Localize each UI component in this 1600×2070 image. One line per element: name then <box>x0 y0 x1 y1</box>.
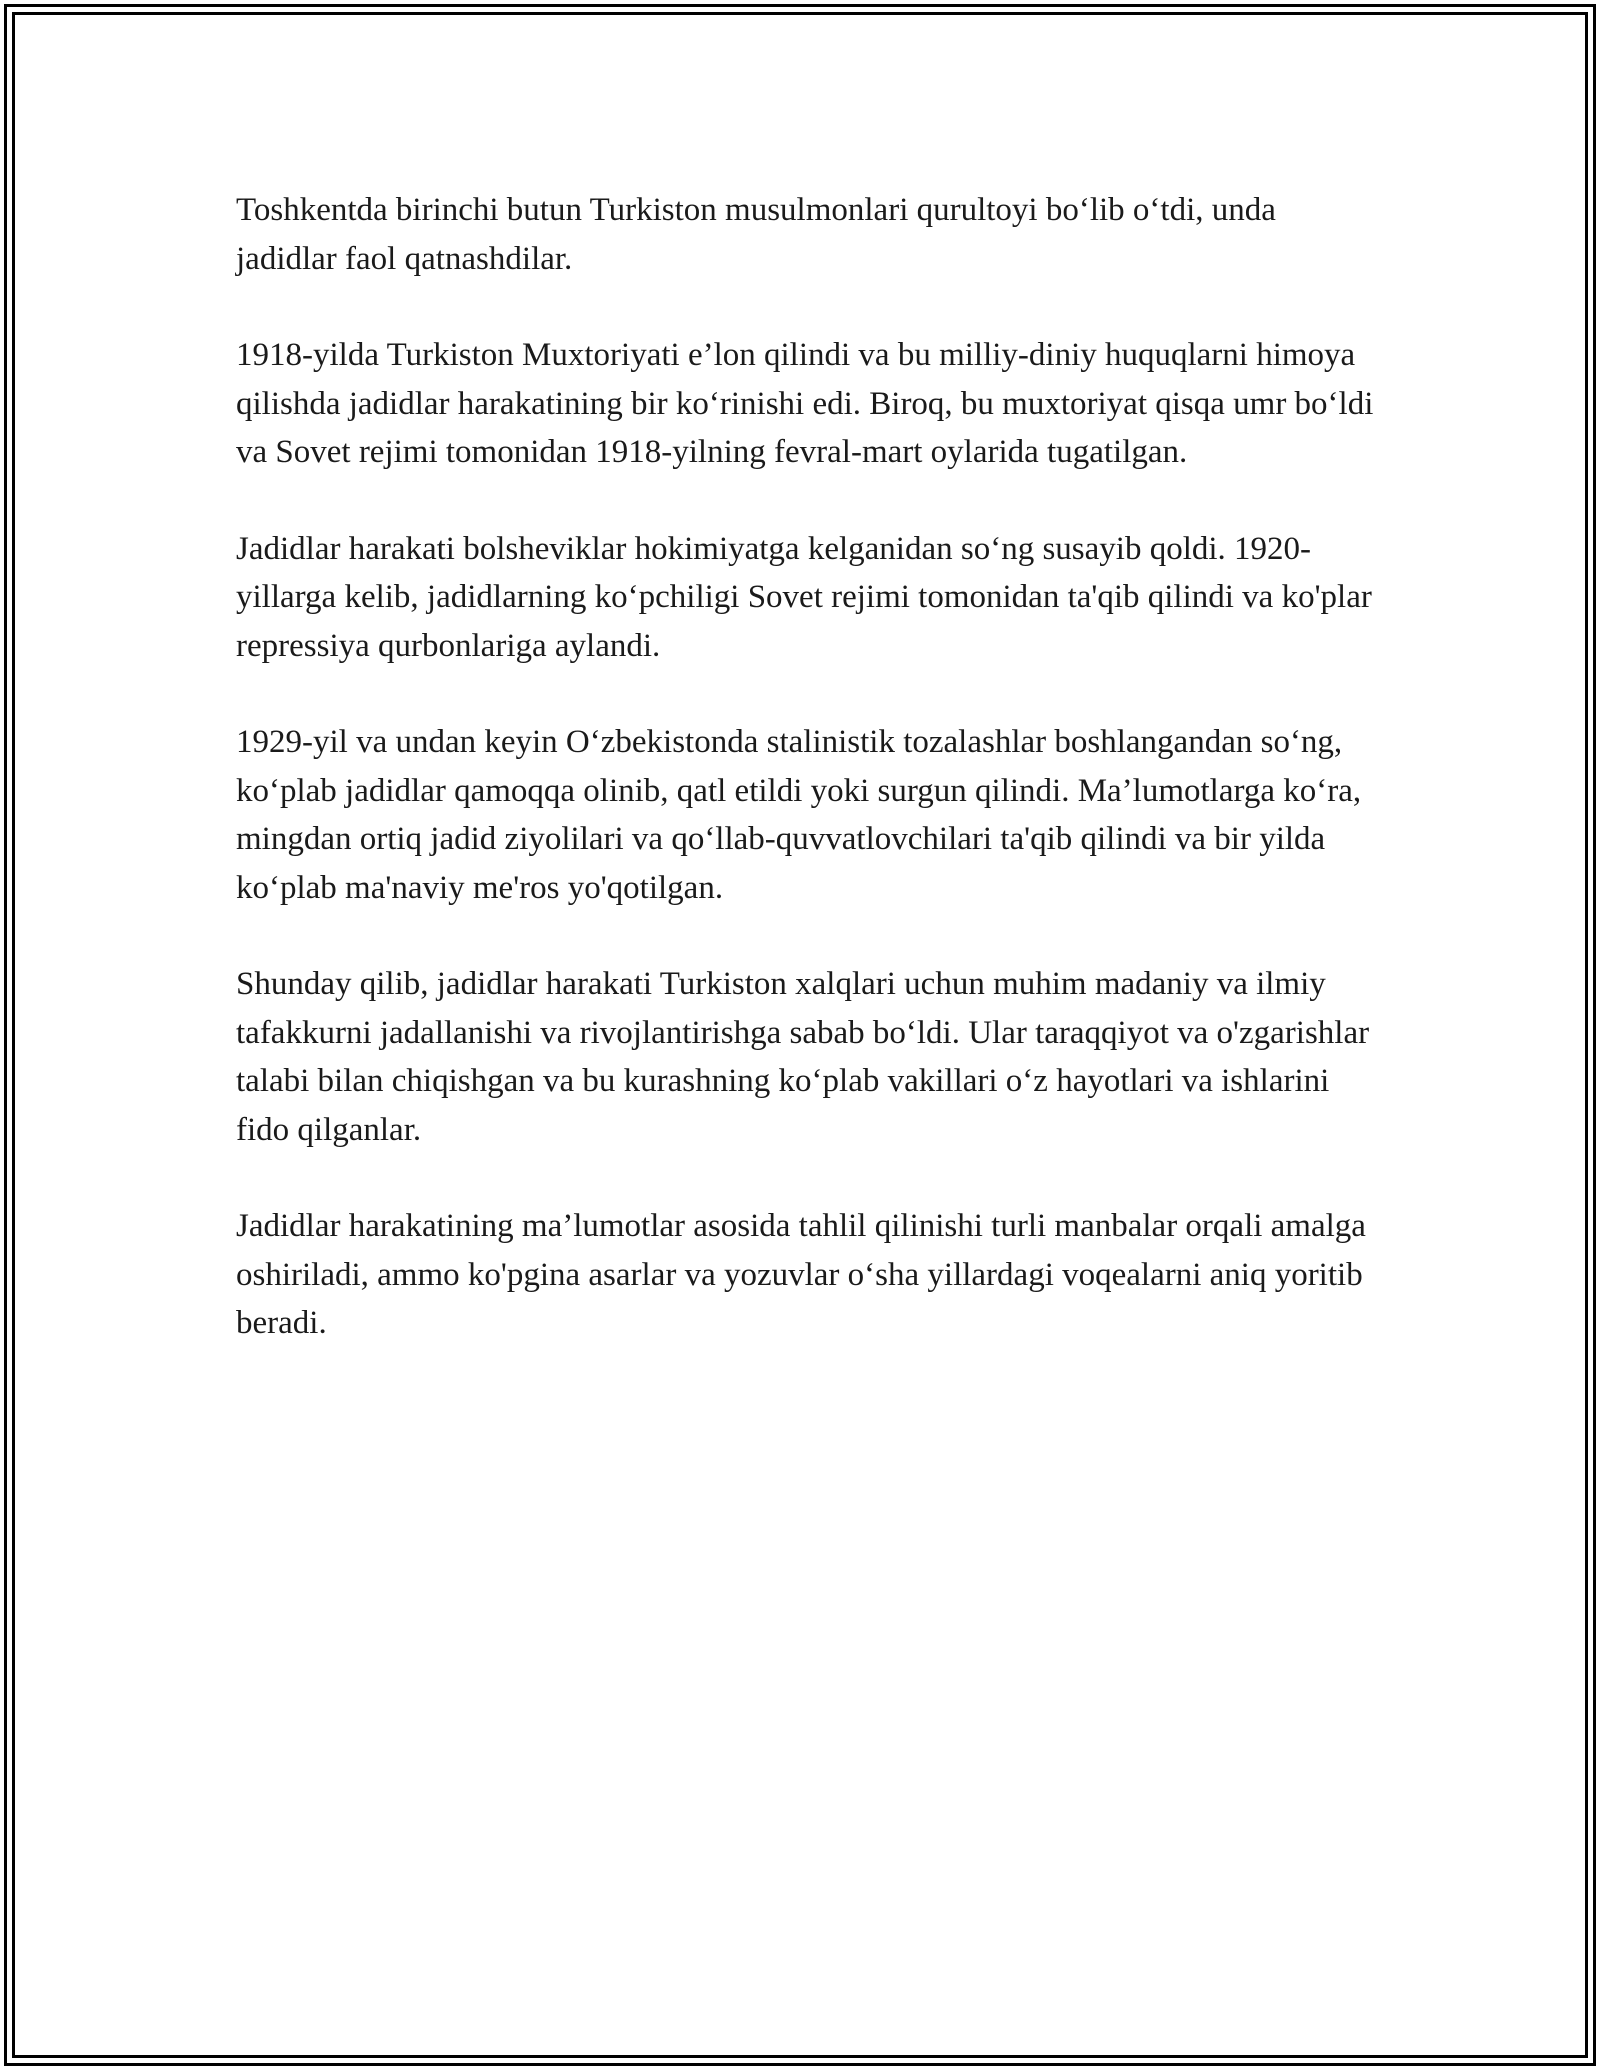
paragraph-3: Jadidlar harakati bolsheviklar hokimiyatga kelganidan so‘ng susayib qoldi. 1920-yillarga kelib, jadidlarning ko‘pchiligi Sovet rejimi tomonidan ta'qib qilindi va ko'plar repressiya qurbonlariga aylandi. <box>236 530 1372 664</box>
paragraph-2: 1918-yilda Turkiston Muxtoriyati e’lon qilindi va bu milliy-diniy huquqlarni himoya qilishda jadidlar harakatining bir ko‘rinishi edi. Biroq, bu muxtoriyat qisqa umr bo‘ldi va Sovet rejimi tomonidan 1918-yilning fevral-mart oylarida tugatilgan. <box>236 337 1374 470</box>
paragraph-6: Jadidlar harakatining ma’lumotlar asosida tahlil qilinishi turli manbalar orqali amalga oshiriladi, ammo ko'pgina asarlar va yozuvlar o‘sha yillardagi voqealarni aniq yoritib beradi. <box>236 1208 1366 1341</box>
paragraph-4: 1929-yil va undan keyin O‘zbekistonda stalinistik tozalashlar boshlangandan so‘ng, ko‘plab jadidlar qamoqqa olinib, qatl etildi yoki surgun qilindi. Ma’lumotlarga ko‘ra, mingdan ortiq jadid ziyolilari va qo‘llab-quvvatlovchilari ta'qib qilindi va bir yilda ko‘plab ma'naviy me'ros yo'qotilgan. <box>236 724 1362 906</box>
paragraph-1: Toshkentda birinchi butun Turkiston musulmonlari qurultoyi bo‘lib o‘tdi, unda jadidlar faol qatnashdilar. <box>236 192 1276 277</box>
document-body <box>236 186 1376 1396</box>
paragraph-5: Shunday qilib, jadidlar harakati Turkiston xalqlari uchun muhim madaniy va ilmiy tafakkurni jadallanishi va rivojlantirishga sabab bo‘ldi. Ular taraqqiyot va o'zgarishlar talabi bilan chiqishgan va bu kurashning ko‘plab vakillari o‘z hayotlari va ishlarini fido qilganlar. <box>236 966 1370 1148</box>
